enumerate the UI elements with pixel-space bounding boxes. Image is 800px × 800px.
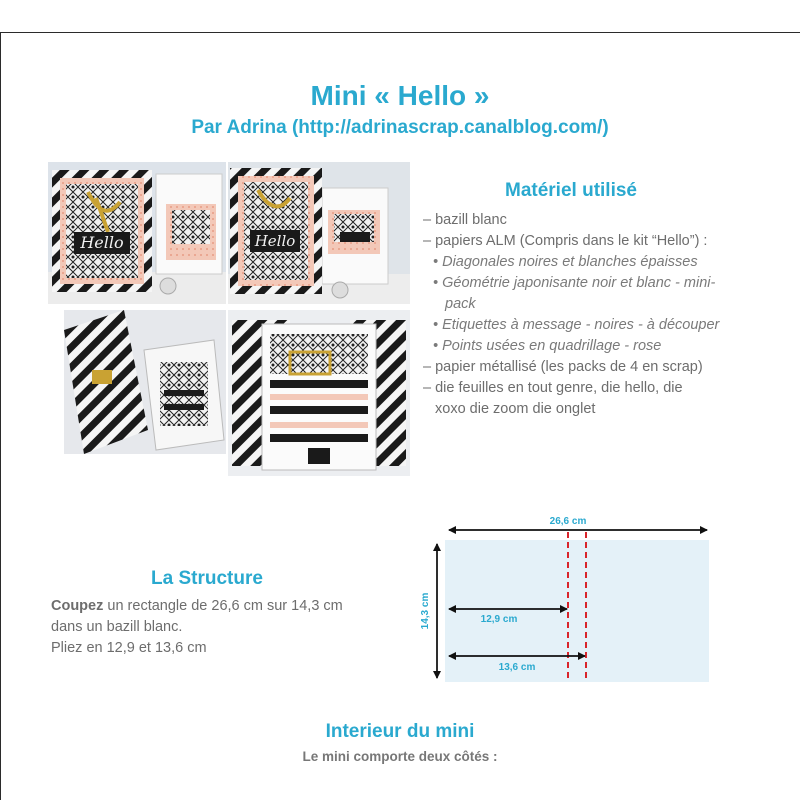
materiel-title: Matériel utilisé: [505, 180, 637, 201]
materiel-item: – die feuilles en tout genre, die hello, die: [423, 380, 683, 396]
materiel-item-cont: xoxo die zoom die onglet: [435, 401, 596, 417]
materiel-subitem: • Etiquettes à message - noires - à découper: [433, 317, 720, 333]
materiel-item: – bazill blanc: [423, 212, 507, 228]
photo-open-left: [64, 310, 226, 454]
bazill-rectangle: [445, 540, 709, 682]
materiel-list: [423, 210, 763, 420]
photo-collage: [48, 162, 410, 476]
photo-card-front: [48, 162, 226, 304]
interieur-title: Interieur du mini: [325, 721, 475, 742]
materiel-subitem-cont: pack: [445, 296, 476, 312]
hello-die-text: Hello: [80, 233, 124, 252]
fold1-label: 12,9 cm: [480, 614, 518, 625]
materiel-item: – papiers ALM (Compris dans le kit “Hello”) :: [423, 233, 708, 249]
page-subtitle: Par Adrina (http://adrinascrap.canalblog.com/): [191, 117, 609, 138]
structure-line: [51, 596, 343, 617]
structure-line: dans un bazill blanc.: [51, 619, 183, 635]
structure-text: [51, 596, 343, 659]
materiel-subitem: • Géométrie japonisante noir et blanc - mini-: [433, 275, 716, 291]
height-label: 14,3 cm: [420, 592, 431, 630]
width-label: 26,6 cm: [549, 516, 587, 527]
structure-title: La Structure: [151, 568, 263, 589]
materiel-item: – papier métallisé (les packs de 4 en scrap): [423, 359, 703, 375]
photo-card-angle: [228, 162, 410, 304]
materiel-subitem: • Points usées en quadrillage - rose: [433, 338, 662, 354]
materiel-subitem: • Diagonales noires et blanches épaisses: [433, 254, 698, 270]
structure-line: Pliez en 12,9 et 13,6 cm: [51, 640, 207, 656]
structure-bold: Coupez: [51, 598, 104, 614]
interieur-subtitle: Le mini comporte deux côtés :: [302, 749, 498, 764]
structure-diagram: [415, 510, 715, 690]
page-title: Mini « Hello »: [310, 80, 490, 111]
hello-die-text-2: Hello: [254, 232, 296, 250]
structure-line-rest: un rectangle de 26,6 cm sur 14,3 cm: [103, 598, 343, 614]
photo-open-right: [228, 310, 410, 476]
fold2-label: 13,6 cm: [498, 662, 536, 673]
